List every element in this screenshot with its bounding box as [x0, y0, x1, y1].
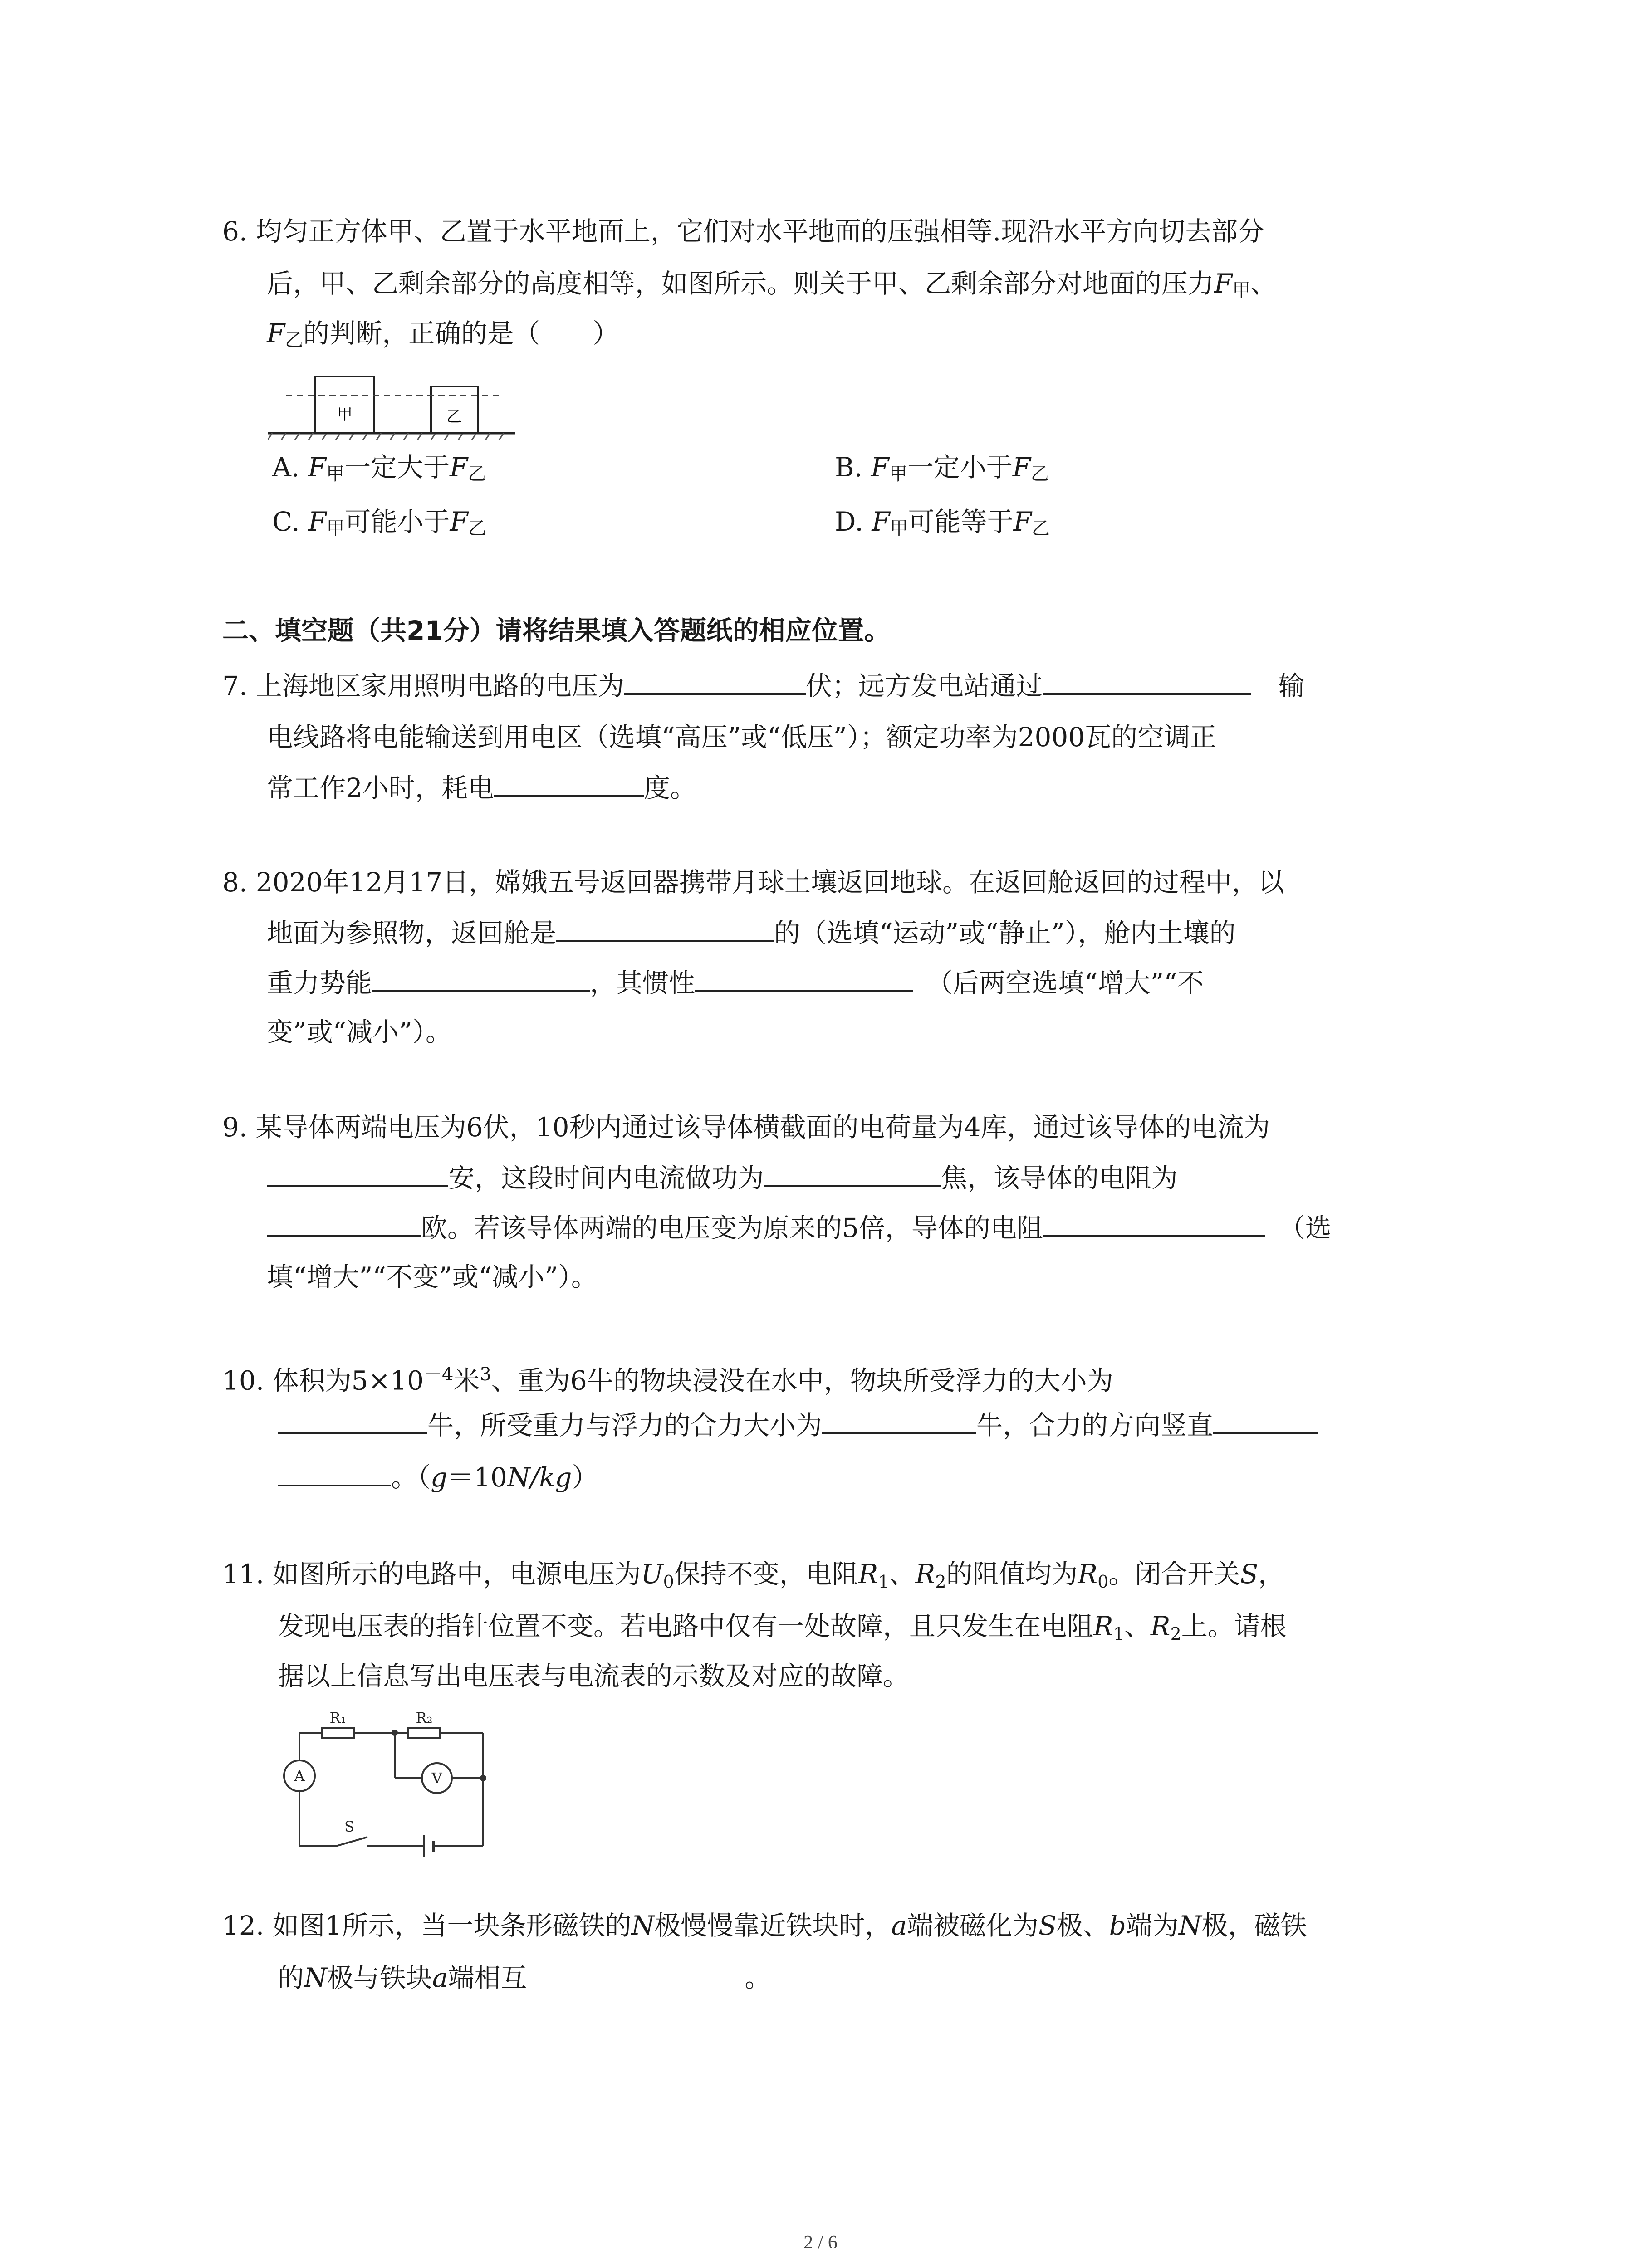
q11-circuit: [272, 1706, 508, 1869]
q6-sub-jia: 甲: [1232, 280, 1251, 301]
q10-g: g: [431, 1462, 448, 1493]
q6-option-c: [272, 503, 486, 547]
q8-blank-1[interactable]: [556, 914, 774, 942]
q11-R1-sub: 1: [878, 1572, 889, 1592]
q9-l2a: 安，这段时间内电流做功为: [448, 1163, 764, 1193]
q11-R2-sub: 2: [935, 1572, 946, 1592]
resistor-r1: [322, 1728, 354, 1738]
q11-comma1: 、: [889, 1559, 916, 1589]
q11-R1: R: [858, 1559, 878, 1589]
page-number: 2 / 6: [803, 2232, 838, 2253]
switch: [336, 1837, 367, 1846]
q7-line1: [222, 667, 1305, 704]
q8-line1: 8. 2020年12月17日，嫦娥五号返回器携带月球土壤返回地球。在返回舱返回的过程中，以: [222, 867, 1284, 898]
option-d-text: 可能等于: [908, 506, 1014, 537]
q8-blank-3[interactable]: [695, 964, 913, 992]
q12-l1e: 端为: [1126, 1910, 1179, 1941]
q7-blank-2[interactable]: [1043, 667, 1251, 695]
q10-line1: [222, 1356, 1113, 1398]
option-b-label: B.: [835, 452, 863, 483]
resistor-r2: [408, 1728, 440, 1738]
q10-blank-3[interactable]: [1213, 1406, 1318, 1434]
q6-line2: [267, 265, 1277, 308]
q7-l3a: 常工作2小时，耗电: [267, 772, 494, 803]
q6-sub-yi: 乙: [285, 330, 304, 351]
q8-l2a: 地面为参照物，返回舱是: [267, 918, 557, 948]
q8-l2b: 的（选填“运动”或“静止”），舱内土壤的: [774, 918, 1236, 948]
q11-R2: R: [915, 1559, 936, 1589]
q8-blank-2[interactable]: [372, 964, 590, 992]
q12-line2: [278, 1960, 771, 1996]
option-d-label: D.: [835, 506, 863, 537]
option-c-sub2: 乙: [468, 518, 486, 539]
q7-line3: [267, 769, 696, 806]
q8-l3c: （后两空选填“增大”“不: [926, 968, 1204, 998]
q9-l2b: 焦，该导体的电阻为: [941, 1163, 1178, 1193]
option-a-F2: F: [450, 452, 468, 483]
q6-option-a: [272, 449, 486, 492]
q12-l1b: 极慢慢靠近铁块时，: [654, 1910, 892, 1941]
option-c-sub1: 甲: [326, 518, 345, 539]
q11-R2b-sub: 2: [1170, 1624, 1181, 1644]
q6-line2-text: 后，甲、乙剩余部分的高度相等，如图所示。则关于甲、乙剩余部分对地面的压力: [267, 268, 1215, 299]
q12-l2b: 极与铁块: [327, 1962, 432, 1993]
q6-line1: 6. 均匀正方体甲、乙置于水平地面上，它们对水平地面的压强相等.现沿水平方向切去部分: [222, 216, 1264, 247]
q9-l3a: 欧。若该导体两端的电压变为原来的5倍，导体的电阻: [421, 1212, 1043, 1243]
q9-line3: [267, 1209, 1332, 1246]
q7-blank-3[interactable]: [494, 769, 644, 797]
q12-l2a: 的: [278, 1962, 304, 1993]
q9-line4: 填“增大”“不变”或“减小”）。: [267, 1261, 598, 1292]
option-d-sub1: 甲: [890, 518, 908, 539]
q9-l3b: （选: [1279, 1212, 1332, 1243]
q8-line2: [267, 914, 1236, 951]
q8-line3: [267, 964, 1204, 1001]
q9-blank-2[interactable]: [764, 1159, 941, 1187]
q12-S: S: [1038, 1910, 1057, 1941]
option-c-text: 可能小于: [344, 506, 450, 537]
option-a-F1: F: [308, 452, 327, 483]
option-b-sub1: 甲: [889, 464, 907, 484]
option-a-label: A.: [272, 452, 300, 483]
q7-l3b: 度。: [643, 772, 696, 803]
q12-a2: a: [432, 1962, 448, 1993]
q10-l3c: ）: [572, 1462, 598, 1493]
q11-S: S: [1240, 1559, 1259, 1589]
q6-F2: F: [267, 318, 285, 349]
q10-l2b: 牛，合力的方向竖直: [976, 1410, 1214, 1441]
q10-l2a: 牛，所受重力与浮力的合力大小为: [427, 1410, 823, 1441]
q12-l2d: 。: [745, 1962, 771, 1993]
option-c-label: C.: [272, 506, 300, 537]
q10-l1c: 、重为6牛的物块浸没在水中，物块所受浮力的大小为: [491, 1365, 1113, 1396]
q10-blank-1[interactable]: [278, 1406, 427, 1434]
option-b-text: 一定小于: [907, 452, 1013, 483]
q9-line2: [267, 1159, 1178, 1196]
q11-R2b: R: [1150, 1611, 1171, 1642]
q6-F1: F: [1214, 268, 1233, 299]
label-a: A: [294, 1767, 305, 1784]
option-a-text: 一定大于: [344, 452, 450, 483]
q6-figure: [268, 367, 522, 445]
q11-line1: [222, 1556, 1284, 1600]
q8-line4: 变”或“减小”）。: [267, 1017, 452, 1047]
q12-b: b: [1109, 1910, 1126, 1941]
q6-line3: [267, 315, 619, 358]
q7-blank-1[interactable]: [624, 667, 806, 695]
option-b-F1: F: [871, 452, 889, 483]
label-s: S: [344, 1818, 354, 1835]
label-v: V: [431, 1769, 442, 1787]
q11-l1e: ，: [1258, 1559, 1285, 1589]
q11-line3: 据以上信息写出电压表与电流表的示数及对应的故障。: [278, 1661, 910, 1691]
q11-l1b: 保持不变，电阻: [674, 1559, 858, 1589]
q12-l1c: 端被磁化为: [906, 1910, 1038, 1941]
q12-N1: N: [631, 1910, 655, 1941]
q11-l1c: 的阻值均为: [946, 1559, 1078, 1589]
cube-jia: [315, 376, 374, 433]
q9-blank-1[interactable]: [267, 1159, 448, 1187]
q10-line2: [278, 1406, 1318, 1443]
option-a-sub2: 乙: [468, 464, 486, 484]
option-b-F2: F: [1012, 452, 1031, 483]
q7-l1c: 输: [1278, 670, 1305, 701]
q11-l2b: 上。请根: [1181, 1611, 1287, 1642]
q6-line3-tail: 的判断，正确的是（ ）: [303, 318, 619, 349]
option-d-F2: F: [1013, 506, 1032, 537]
q12-a1: a: [891, 1910, 907, 1941]
q6-option-b: [835, 449, 1049, 492]
q10-exp1: －4: [423, 1364, 454, 1385]
q11-l2a: 发现电压表的指针位置不变。若电路中仅有一处故障，且只发生在电阻: [278, 1611, 1094, 1642]
q6-comma: 、: [1250, 268, 1277, 299]
q11-R1b-sub: 1: [1113, 1624, 1124, 1644]
q10-l3a: 。（: [391, 1462, 431, 1493]
q12-l1d: 极、: [1056, 1910, 1109, 1941]
q11-R1b: R: [1093, 1611, 1113, 1642]
q8-l3b: ，其惯性: [590, 968, 696, 998]
q11-l1a: 11. 如图所示的电路中，电源电压为: [222, 1559, 641, 1589]
q12-l1a: 12. 如图1所示，当一块条形磁铁的: [222, 1910, 632, 1941]
q10-line3: [278, 1458, 598, 1496]
label-jia: 甲: [337, 406, 353, 424]
option-b-sub2: 乙: [1031, 464, 1049, 484]
q11-comma2: 、: [1124, 1611, 1151, 1642]
q11-R0: R: [1078, 1559, 1098, 1589]
option-a-sub1: 甲: [326, 464, 345, 484]
q12-line1: [222, 1907, 1307, 1944]
q10-l1a: 10. 体积为5×10: [222, 1365, 424, 1396]
q11-U-sub: 0: [663, 1572, 674, 1592]
q12-N3: N: [304, 1962, 327, 1993]
q8-l3a: 重力势能: [267, 968, 372, 998]
q11-R0-sub: 0: [1097, 1572, 1109, 1592]
option-d-F1: F: [872, 506, 890, 537]
section-2-heading: 二、填空题（共21分）请将结果填入答题纸的相应位置。: [222, 615, 891, 646]
q10-unit: N/kg: [507, 1462, 572, 1493]
q7-l1b: 伏；远方发电站通过: [805, 670, 1043, 701]
q10-exp2: 3: [480, 1364, 491, 1385]
q9-line1: 9. 某导体两端电压为6伏，10秒内通过该导体横截面的电荷量为4库，通过该导体的电流为: [222, 1112, 1270, 1143]
q7-l1a: 7. 上海地区家用照明电路的电压为: [222, 670, 624, 701]
q11-line2: [278, 1608, 1287, 1652]
q9-blank-4[interactable]: [1043, 1209, 1265, 1237]
q10-blank-3-cont[interactable]: [278, 1458, 391, 1486]
q11-U: U: [641, 1559, 663, 1589]
q10-l3b: ＝10: [447, 1462, 507, 1493]
q6-option-d: [835, 503, 1050, 547]
q11-l1d: 。闭合开关: [1108, 1559, 1240, 1589]
option-c-F1: F: [308, 506, 327, 537]
q9-blank-3[interactable]: [267, 1209, 421, 1237]
q10-blank-2[interactable]: [822, 1406, 976, 1434]
option-c-F2: F: [450, 506, 468, 537]
q12-l1f: 极，磁铁: [1201, 1910, 1307, 1941]
q7-line2: 电线路将电能输送到用电区（选填“高压”或“低压”）；额定功率为2000瓦的空调正: [267, 722, 1217, 753]
q10-l1b: 米: [453, 1365, 480, 1396]
q12-l2c: 端相互: [448, 1962, 527, 1993]
label-yi: 乙: [446, 408, 462, 426]
q12-N2: N: [1178, 1910, 1202, 1941]
label-r2: R₂: [416, 1709, 433, 1726]
label-r1: R₁: [329, 1709, 347, 1726]
option-d-sub2: 乙: [1031, 518, 1050, 539]
